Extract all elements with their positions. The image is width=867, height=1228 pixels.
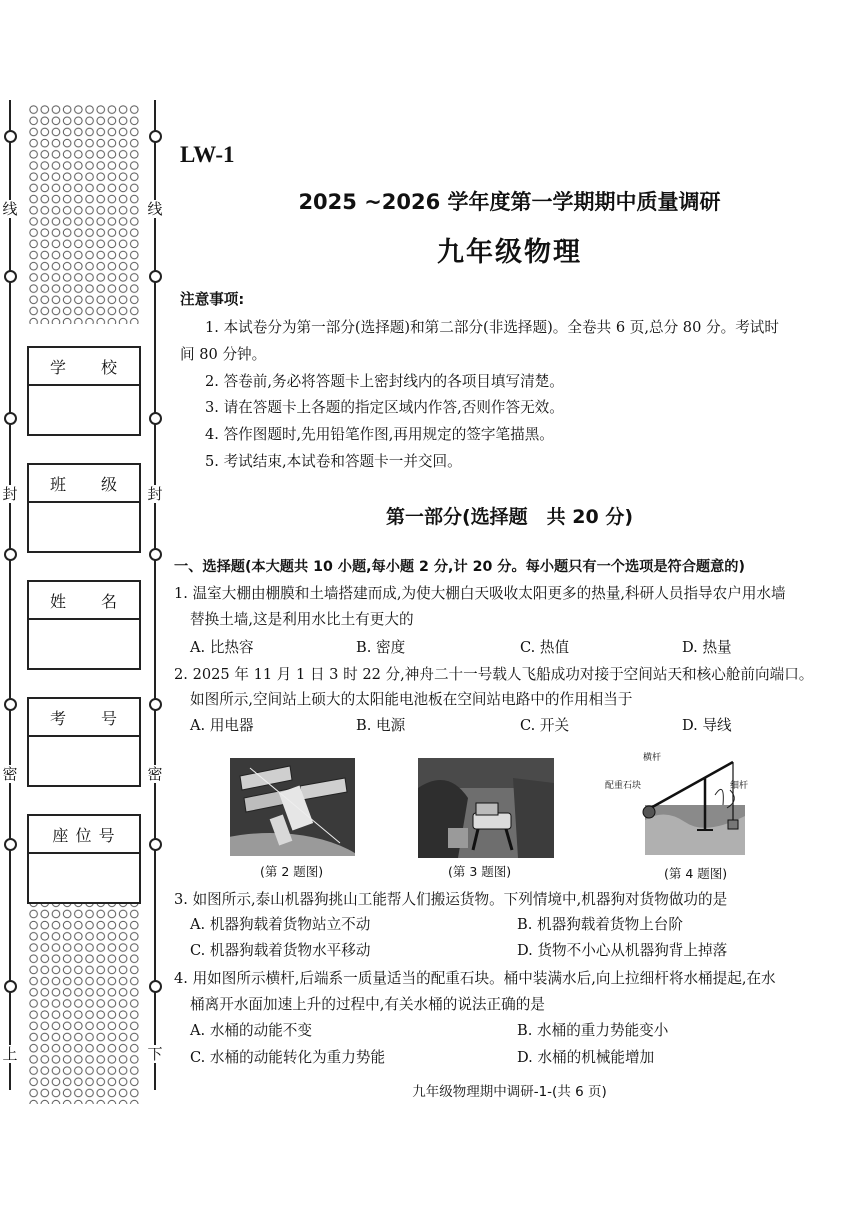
question-1-option[interactable]: B. 密度 (356, 639, 406, 656)
part-title: 第一部分(选择题 共 20 分) (385, 506, 634, 528)
class-field-input[interactable] (29, 503, 139, 551)
robot-dog-photo (418, 758, 554, 858)
question-4-option[interactable]: A. 水桶的动能不变 (190, 1022, 312, 1039)
question-1-stem: 替换土墙,这是利用水比土有更大的 (190, 611, 414, 628)
question-2-option[interactable]: B. 电源 (356, 717, 406, 734)
subject-title: 九年级物理 (437, 237, 582, 268)
seat-number-field-label: 座 位 号 (29, 816, 139, 854)
question-4-option[interactable]: B. 水桶的重力势能变小 (517, 1022, 669, 1039)
question-1-option[interactable]: C. 热值 (520, 639, 570, 656)
figure-3-caption: (第 3 题图) (448, 864, 512, 879)
figure-2-caption: (第 2 题图) (260, 864, 324, 879)
question-3-option[interactable]: B. 机器狗载着货物上台阶 (517, 916, 683, 933)
question-2-option[interactable]: A. 用电器 (190, 717, 254, 734)
exam-title: 2025 ~2026 学年度第一学期期中质量调研 (298, 190, 721, 214)
exam-number-field-label: 考 号 (29, 699, 139, 737)
figure-4-label: 横杆 (643, 753, 662, 763)
seal-circle (149, 130, 162, 143)
figure-4-label: 细杆 (730, 781, 749, 791)
seal-circle (4, 980, 17, 993)
notice-item: 1. 本试卷分为第一部分(选择题)和第二部分(非选择题)。全卷共 6 页,总分 80 分。考试时 (205, 319, 779, 336)
seal-circle (149, 412, 162, 425)
school-field-input[interactable] (29, 386, 139, 434)
seal-circle (149, 698, 162, 711)
name-field-label: 姓 名 (29, 582, 139, 620)
paper-code: LW-1 (180, 142, 235, 167)
exam-number-field-box[interactable] (27, 697, 141, 787)
seal-char: 下 (147, 1045, 163, 1063)
notice-item: 4. 答作图题时,先用铅笔作图,再用规定的签字笔描黑。 (205, 426, 554, 443)
page-footer: 九年级物理期中调研-1-(共 6 页) (412, 1084, 607, 1100)
notice-item: 2. 答卷前,务必将答题卡上密封线内的各项目填写清楚。 (205, 373, 564, 390)
question-1-option[interactable]: D. 热量 (682, 639, 732, 656)
dot-pattern-bottom (28, 886, 140, 1104)
seal-circle (149, 548, 162, 561)
question-1-stem: 1. 温室大棚由棚膜和土墙搭建而成,为使大棚白天吸收太阳更多的热量,科研人员指导农户用水墙 (174, 585, 786, 602)
notice-label: 注意事项: (180, 291, 245, 308)
seal-char: 线 (147, 200, 163, 218)
seal-char: 线 (2, 200, 18, 218)
seal-char: 密 (147, 765, 163, 783)
question-3-option[interactable]: C. 机器狗载着货物水平移动 (190, 942, 371, 959)
seal-circle (149, 838, 162, 851)
seal-char: 密 (2, 765, 18, 783)
seat-number-field-box[interactable] (27, 814, 141, 904)
question-2-option[interactable]: C. 开关 (520, 717, 570, 734)
notice-item: 间 80 分钟。 (180, 346, 267, 363)
notice-item: 3. 请在答题卡上各题的指定区域内作答,否则作答无效。 (205, 399, 564, 416)
question-3-stem: 3. 如图所示,泰山机器狗挑山工能帮人们搬运货物。下列情境中,机器狗对货物做功的是 (174, 891, 728, 908)
question-3-option[interactable]: A. 机器狗载着货物站立不动 (190, 916, 371, 933)
question-4-option[interactable]: D. 水桶的机械能增加 (517, 1049, 655, 1066)
question-3-option[interactable]: D. 货物不小心从机器狗背上掉落 (517, 942, 728, 959)
school-field-label: 学 校 (29, 348, 139, 386)
question-4-option[interactable]: C. 水桶的动能转化为重力势能 (190, 1049, 386, 1066)
seal-circle (149, 980, 162, 993)
seal-char: 封 (2, 485, 18, 503)
figure-4-caption: (第 4 题图) (664, 866, 728, 881)
question-4-stem: 4. 用如图所示横杆,后端系一质量适当的配重石块。桶中装满水后,向上拉细杆将水桶提起,在水 (174, 970, 776, 987)
question-4-stem: 桶离开水面加速上升的过程中,有关水桶的说法正确的是 (190, 996, 545, 1013)
exam-number-field-input[interactable] (29, 737, 139, 785)
seal-circle (4, 412, 17, 425)
name-field-box[interactable] (27, 580, 141, 670)
seat-number-field-input[interactable] (29, 854, 139, 902)
seal-circle (4, 838, 17, 851)
seal-circle (4, 548, 17, 561)
question-1-option[interactable]: A. 比热容 (190, 639, 254, 656)
seal-circle (4, 130, 17, 143)
seal-char: 上 (2, 1045, 18, 1063)
well-sweep-diagram (605, 750, 750, 860)
seal-circle (4, 698, 17, 711)
seal-circle (4, 270, 17, 283)
question-2-stem: 如图所示,空间站上硕大的太阳能电池板在空间站电路中的作用相当于 (190, 691, 633, 708)
name-field-input[interactable] (29, 620, 139, 668)
figure-4-label: 配重石块 (605, 781, 642, 791)
class-field-label: 班 级 (29, 465, 139, 503)
space-station-photo (230, 758, 355, 856)
question-2-stem: 2. 2025 年 11 月 1 日 3 时 22 分,神舟二十一号载人飞船成功对接于空间站天和核心舱前向端口。 (174, 666, 814, 683)
dot-pattern-top (28, 104, 140, 324)
class-field-box[interactable] (27, 463, 141, 553)
notice-item: 5. 考试结束,本试卷和答题卡一并交回。 (205, 453, 462, 470)
question-2-option[interactable]: D. 导线 (682, 717, 732, 734)
section-heading: 一、选择题(本大题共 10 小题,每小题 2 分,计 20 分。每小题只有一个选项是符合题意的) (174, 559, 745, 575)
seal-char: 封 (147, 485, 163, 503)
school-field-box[interactable] (27, 346, 141, 436)
seal-circle (149, 270, 162, 283)
